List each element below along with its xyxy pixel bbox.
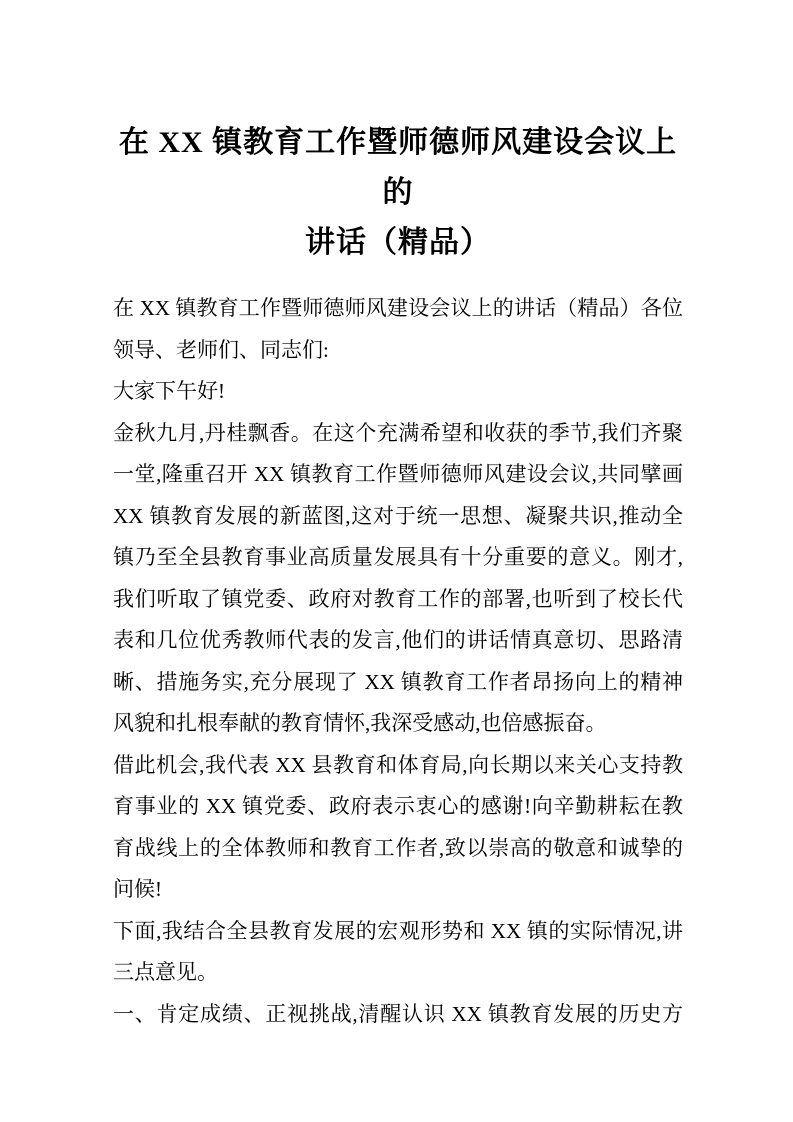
paragraph: 一、肯定成绩、正视挑战,清醒认识 XX 镇教育发展的历史方 xyxy=(113,1001,683,1026)
paragraph: 大家下午好! xyxy=(113,379,225,403)
paragraph: 借此机会,我代表 XX 县教育和体育局,向长期以来关心支持教育事业的 XX 镇党委、政府表示衷心的感谢!向辛勤耕耘在教育战线上的全体教师和教育工作者,致以崇高的敬意和诚挚的问候! xyxy=(113,752,683,901)
title-line-1: 在 XX 镇教育工作暨师德师风建设会议上的 xyxy=(118,126,678,209)
document-body xyxy=(113,288,683,1035)
title-line-2: 讲话（精品） xyxy=(305,226,491,259)
paragraph: 在 XX 镇教育工作暨师德师风建设会议上的讲话（精品）各位领导、老师们、同志们: xyxy=(113,296,683,362)
paragraph: 金秋九月,丹桂飘香。在这个充满希望和收获的季节,我们齐聚一堂,隆重召开 XX 镇教育工作暨师德师风建设会议,共同擘画 XX 镇教育发展的新蓝图,这对于统一思想、凝聚共识,推动全镇乃至全县教育事业高质量发展具有十分重要的意义。刚才,我们听取了镇党委、政府对教育工作的部署,也听到了校长代表和几位优秀教师代表的发言,他们的讲话情真意切、思路清晰、措施务实,充分展现了 XX 镇教育工作者昂扬向上的精神风貌和扎根奉献的教育情怀,我深受感动,也倍感振奋。 xyxy=(113,420,683,735)
document-title xyxy=(113,118,683,268)
paragraph: 下面,我结合全县教育发展的宏观形势和 XX 镇的实际情况,讲三点意见。 xyxy=(113,918,683,984)
